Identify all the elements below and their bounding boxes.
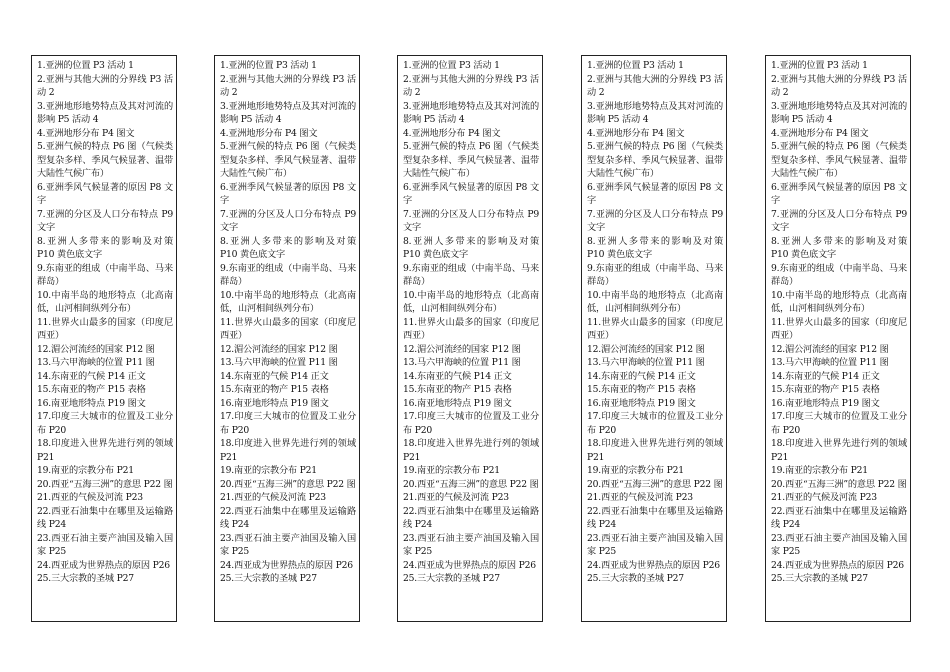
review-item: 4.亚洲地形分布 P4 图文 — [771, 127, 869, 139]
review-item: 22.西亚石油集中在哪里及运输路线 P24 — [771, 505, 907, 530]
review-item: 12.湄公河流经的国家 P12 图 — [771, 343, 889, 355]
review-item: 11.世界火山最多的国家（印度尼西亚） — [771, 316, 907, 341]
review-item: 20.西亚“五海三洲”的意思 P22 图 — [37, 478, 173, 490]
review-item: 3.亚洲地形地势特点及其对河流的影响 P5 活动 4 — [220, 100, 356, 125]
review-column-5 — [765, 55, 911, 622]
review-item: 18.印度进入世界先进行列的领域 P21 — [37, 438, 173, 463]
review-item: 8.亚洲人多带来的影响及对策 P10 黄色底文字 — [220, 235, 356, 260]
review-item: 21.西亚的气候及河流 P23 — [37, 492, 143, 503]
review-item: 5.亚洲气候的特点 P6 图（气候类型复杂多样、季风气候显著、温带大陆性气候广布） — [37, 141, 173, 179]
review-item: 6.亚洲季风气候显著的原因 P8 文字 — [403, 181, 539, 206]
review-item: 1.亚洲的位置 P3 活动 1 — [771, 60, 868, 71]
review-item: 7.亚洲的分区及人口分布特点 P9 文字 — [771, 208, 907, 233]
review-list — [220, 59, 356, 586]
review-list — [403, 59, 539, 586]
review-item: 25.三大宗教的圣城 P27 — [220, 573, 317, 584]
review-item: 11.世界火山最多的国家（印度尼西亚） — [403, 316, 539, 341]
review-item: 19.南亚的宗教分布 P21 — [587, 465, 684, 476]
review-item: 6.亚洲季风气候显著的原因 P8 文字 — [37, 181, 173, 206]
review-item: 7.亚洲的分区及人口分布特点 P9 文字 — [220, 208, 356, 233]
review-item: 25.三大宗教的圣城 P27 — [771, 573, 868, 584]
review-item: 21.西亚的气候及河流 P23 — [587, 492, 693, 503]
review-list — [587, 59, 723, 586]
review-item: 16.南亚地形特点 P19 图文 — [37, 397, 146, 409]
review-item: 12.湄公河流经的国家 P12 图 — [403, 343, 521, 355]
review-item: 4.亚洲地形分布 P4 图文 — [587, 127, 685, 139]
review-item: 25.三大宗教的圣城 P27 — [37, 573, 134, 584]
review-item: 24.西亚成为世界热点的原因 P26 — [37, 559, 170, 571]
review-item: 14.东南亚的气候 P14 正文 — [403, 370, 512, 382]
review-item: 10.中南半岛的地形特点（北高南低，山河相间纵列分布） — [220, 289, 356, 314]
review-item: 23.西亚石油主要产油国及输入国家 P25 — [220, 532, 356, 557]
review-item: 24.西亚成为世界热点的原因 P26 — [587, 559, 720, 571]
review-item: 14.东南亚的气候 P14 正文 — [587, 370, 696, 382]
review-item: 17.印度三大城市的位置及工业分布 P20 — [587, 411, 723, 436]
review-item: 22.西亚石油集中在哪里及运输路线 P24 — [403, 505, 539, 530]
review-item: 3.亚洲地形地势特点及其对河流的影响 P5 活动 4 — [587, 100, 723, 125]
review-item: 20.西亚“五海三洲”的意思 P22 图 — [771, 478, 907, 490]
review-item: 23.西亚石油主要产油国及输入国家 P25 — [771, 532, 907, 557]
review-item: 10.中南半岛的地形特点（北高南低，山河相间纵列分布） — [403, 289, 539, 314]
review-item: 16.南亚地形特点 P19 图文 — [587, 397, 696, 409]
review-item: 7.亚洲的分区及人口分布特点 P9 文字 — [37, 208, 173, 233]
review-item: 20.西亚“五海三洲”的意思 P22 图 — [403, 478, 539, 490]
review-item: 19.南亚的宗教分布 P21 — [403, 465, 500, 476]
review-item: 17.印度三大城市的位置及工业分布 P20 — [220, 411, 356, 436]
review-item: 17.印度三大城市的位置及工业分布 P20 — [37, 411, 173, 436]
review-item: 12.湄公河流经的国家 P12 图 — [587, 343, 705, 355]
review-item: 17.印度三大城市的位置及工业分布 P20 — [403, 411, 539, 436]
review-item: 23.西亚石油主要产油国及输入国家 P25 — [587, 532, 723, 557]
review-item: 1.亚洲的位置 P3 活动 1 — [587, 60, 684, 71]
review-item: 2.亚洲与其他大洲的分界线 P3 活动 2 — [587, 73, 723, 98]
review-item: 9.东南亚的组成（中南半岛、马来群岛） — [220, 262, 356, 287]
review-column-2 — [214, 55, 360, 622]
review-item: 25.三大宗教的圣城 P27 — [587, 573, 684, 584]
review-item: 8.亚洲人多带来的影响及对策 P10 黄色底文字 — [403, 235, 539, 260]
review-item: 21.西亚的气候及河流 P23 — [403, 492, 509, 503]
review-item: 9.东南亚的组成（中南半岛、马来群岛） — [403, 262, 539, 287]
review-item: 1.亚洲的位置 P3 活动 1 — [220, 60, 317, 71]
review-list — [37, 59, 173, 586]
review-item: 24.西亚成为世界热点的原因 P26 — [220, 559, 353, 571]
review-item: 15.东南亚的物产 P15 表格 — [403, 384, 512, 395]
review-item: 13.马六甲海峡的位置 P11 图 — [403, 357, 521, 368]
review-item: 22.西亚石油集中在哪里及运输路线 P24 — [587, 505, 723, 530]
review-item: 20.西亚“五海三洲”的意思 P22 图 — [587, 478, 723, 490]
review-item: 2.亚洲与其他大洲的分界线 P3 活动 2 — [403, 73, 539, 98]
review-item: 6.亚洲季风气候显著的原因 P8 文字 — [587, 181, 723, 206]
review-item: 16.南亚地形特点 P19 图文 — [220, 397, 329, 409]
review-item: 20.西亚“五海三洲”的意思 P22 图 — [220, 478, 356, 490]
review-item: 6.亚洲季风气候显著的原因 P8 文字 — [771, 181, 907, 206]
review-item: 22.西亚石油集中在哪里及运输路线 P24 — [220, 505, 356, 530]
review-item: 11.世界火山最多的国家（印度尼西亚） — [587, 316, 723, 341]
review-column-1 — [31, 55, 177, 622]
review-item: 15.东南亚的物产 P15 表格 — [587, 384, 696, 395]
review-item: 17.印度三大城市的位置及工业分布 P20 — [771, 411, 907, 436]
review-item: 19.南亚的宗教分布 P21 — [220, 465, 317, 476]
review-item: 5.亚洲气候的特点 P6 图（气候类型复杂多样、季风气候显著、温带大陆性气候广布） — [587, 141, 723, 179]
review-item: 8.亚洲人多带来的影响及对策 P10 黄色底文字 — [37, 235, 173, 260]
review-list — [771, 59, 907, 586]
review-item: 16.南亚地形特点 P19 图文 — [403, 397, 512, 409]
review-item: 25.三大宗教的圣城 P27 — [403, 573, 500, 584]
review-item: 8.亚洲人多带来的影响及对策 P10 黄色底文字 — [771, 235, 907, 260]
review-item: 14.东南亚的气候 P14 正文 — [37, 370, 146, 382]
review-item: 15.东南亚的物产 P15 表格 — [220, 384, 329, 395]
review-item: 1.亚洲的位置 P3 活动 1 — [403, 60, 500, 71]
review-item: 13.马六甲海峡的位置 P11 图 — [220, 357, 338, 368]
review-item: 12.湄公河流经的国家 P12 图 — [220, 343, 338, 355]
review-item: 18.印度进入世界先进行列的领域 P21 — [220, 438, 356, 463]
review-item: 15.东南亚的物产 P15 表格 — [771, 384, 880, 395]
review-item: 4.亚洲地形分布 P4 图文 — [37, 127, 135, 139]
review-item: 11.世界火山最多的国家（印度尼西亚） — [37, 316, 173, 341]
review-item: 7.亚洲的分区及人口分布特点 P9 文字 — [587, 208, 723, 233]
review-column-4 — [581, 55, 727, 622]
review-item: 23.西亚石油主要产油国及输入国家 P25 — [403, 532, 539, 557]
review-item: 9.东南亚的组成（中南半岛、马来群岛） — [587, 262, 723, 287]
review-item: 15.东南亚的物产 P15 表格 — [37, 384, 146, 395]
review-item: 21.西亚的气候及河流 P23 — [771, 492, 877, 503]
review-item: 6.亚洲季风气候显著的原因 P8 文字 — [220, 181, 356, 206]
review-item: 5.亚洲气候的特点 P6 图（气候类型复杂多样、季风气候显著、温带大陆性气候广布） — [771, 141, 907, 179]
review-item: 19.南亚的宗教分布 P21 — [37, 465, 134, 476]
review-item: 23.西亚石油主要产油国及输入国家 P25 — [37, 532, 173, 557]
review-item: 2.亚洲与其他大洲的分界线 P3 活动 2 — [771, 73, 907, 98]
review-item: 24.西亚成为世界热点的原因 P26 — [771, 559, 904, 571]
review-item: 5.亚洲气候的特点 P6 图（气候类型复杂多样、季风气候显著、温带大陆性气候广布） — [220, 141, 356, 179]
review-item: 22.西亚石油集中在哪里及运输路线 P24 — [37, 505, 173, 530]
review-item: 24.西亚成为世界热点的原因 P26 — [403, 559, 536, 571]
review-item: 21.西亚的气候及河流 P23 — [220, 492, 326, 503]
review-item: 9.东南亚的组成（中南半岛、马来群岛） — [37, 262, 173, 287]
review-item: 8.亚洲人多带来的影响及对策 P10 黄色底文字 — [587, 235, 723, 260]
review-item: 3.亚洲地形地势特点及其对河流的影响 P5 活动 4 — [771, 100, 907, 125]
review-column-3 — [397, 55, 543, 622]
review-item: 10.中南半岛的地形特点（北高南低，山河相间纵列分布） — [771, 289, 907, 314]
review-item: 13.马六甲海峡的位置 P11 图 — [771, 357, 889, 368]
review-item: 10.中南半岛的地形特点（北高南低，山河相间纵列分布） — [37, 289, 173, 314]
review-item: 13.马六甲海峡的位置 P11 图 — [37, 357, 155, 368]
review-item: 1.亚洲的位置 P3 活动 1 — [37, 60, 134, 71]
review-item: 18.印度进入世界先进行列的领域 P21 — [403, 438, 539, 463]
review-item: 4.亚洲地形分布 P4 图文 — [403, 127, 501, 139]
review-item: 3.亚洲地形地势特点及其对河流的影响 P5 活动 4 — [403, 100, 539, 125]
review-item: 4.亚洲地形分布 P4 图文 — [220, 127, 318, 139]
review-item: 18.印度进入世界先进行列的领域 P21 — [587, 438, 723, 463]
review-item: 5.亚洲气候的特点 P6 图（气候类型复杂多样、季风气候显著、温带大陆性气候广布） — [403, 141, 539, 179]
review-item: 9.东南亚的组成（中南半岛、马来群岛） — [771, 262, 907, 287]
review-item: 12.湄公河流经的国家 P12 图 — [37, 343, 155, 355]
review-item: 2.亚洲与其他大洲的分界线 P3 活动 2 — [220, 73, 356, 98]
review-item: 2.亚洲与其他大洲的分界线 P3 活动 2 — [37, 73, 173, 98]
review-item: 13.马六甲海峡的位置 P11 图 — [587, 357, 705, 368]
review-item: 14.东南亚的气候 P14 正文 — [771, 370, 880, 382]
review-item: 14.东南亚的气候 P14 正文 — [220, 370, 329, 382]
review-item: 18.印度进入世界先进行列的领域 P21 — [771, 438, 907, 463]
review-item: 19.南亚的宗教分布 P21 — [771, 465, 868, 476]
review-item: 11.世界火山最多的国家（印度尼西亚） — [220, 316, 356, 341]
review-item: 3.亚洲地形地势特点及其对河流的影响 P5 活动 4 — [37, 100, 173, 125]
review-item: 7.亚洲的分区及人口分布特点 P9 文字 — [403, 208, 539, 233]
review-item: 16.南亚地形特点 P19 图文 — [771, 397, 880, 409]
review-item: 10.中南半岛的地形特点（北高南低，山河相间纵列分布） — [587, 289, 723, 314]
